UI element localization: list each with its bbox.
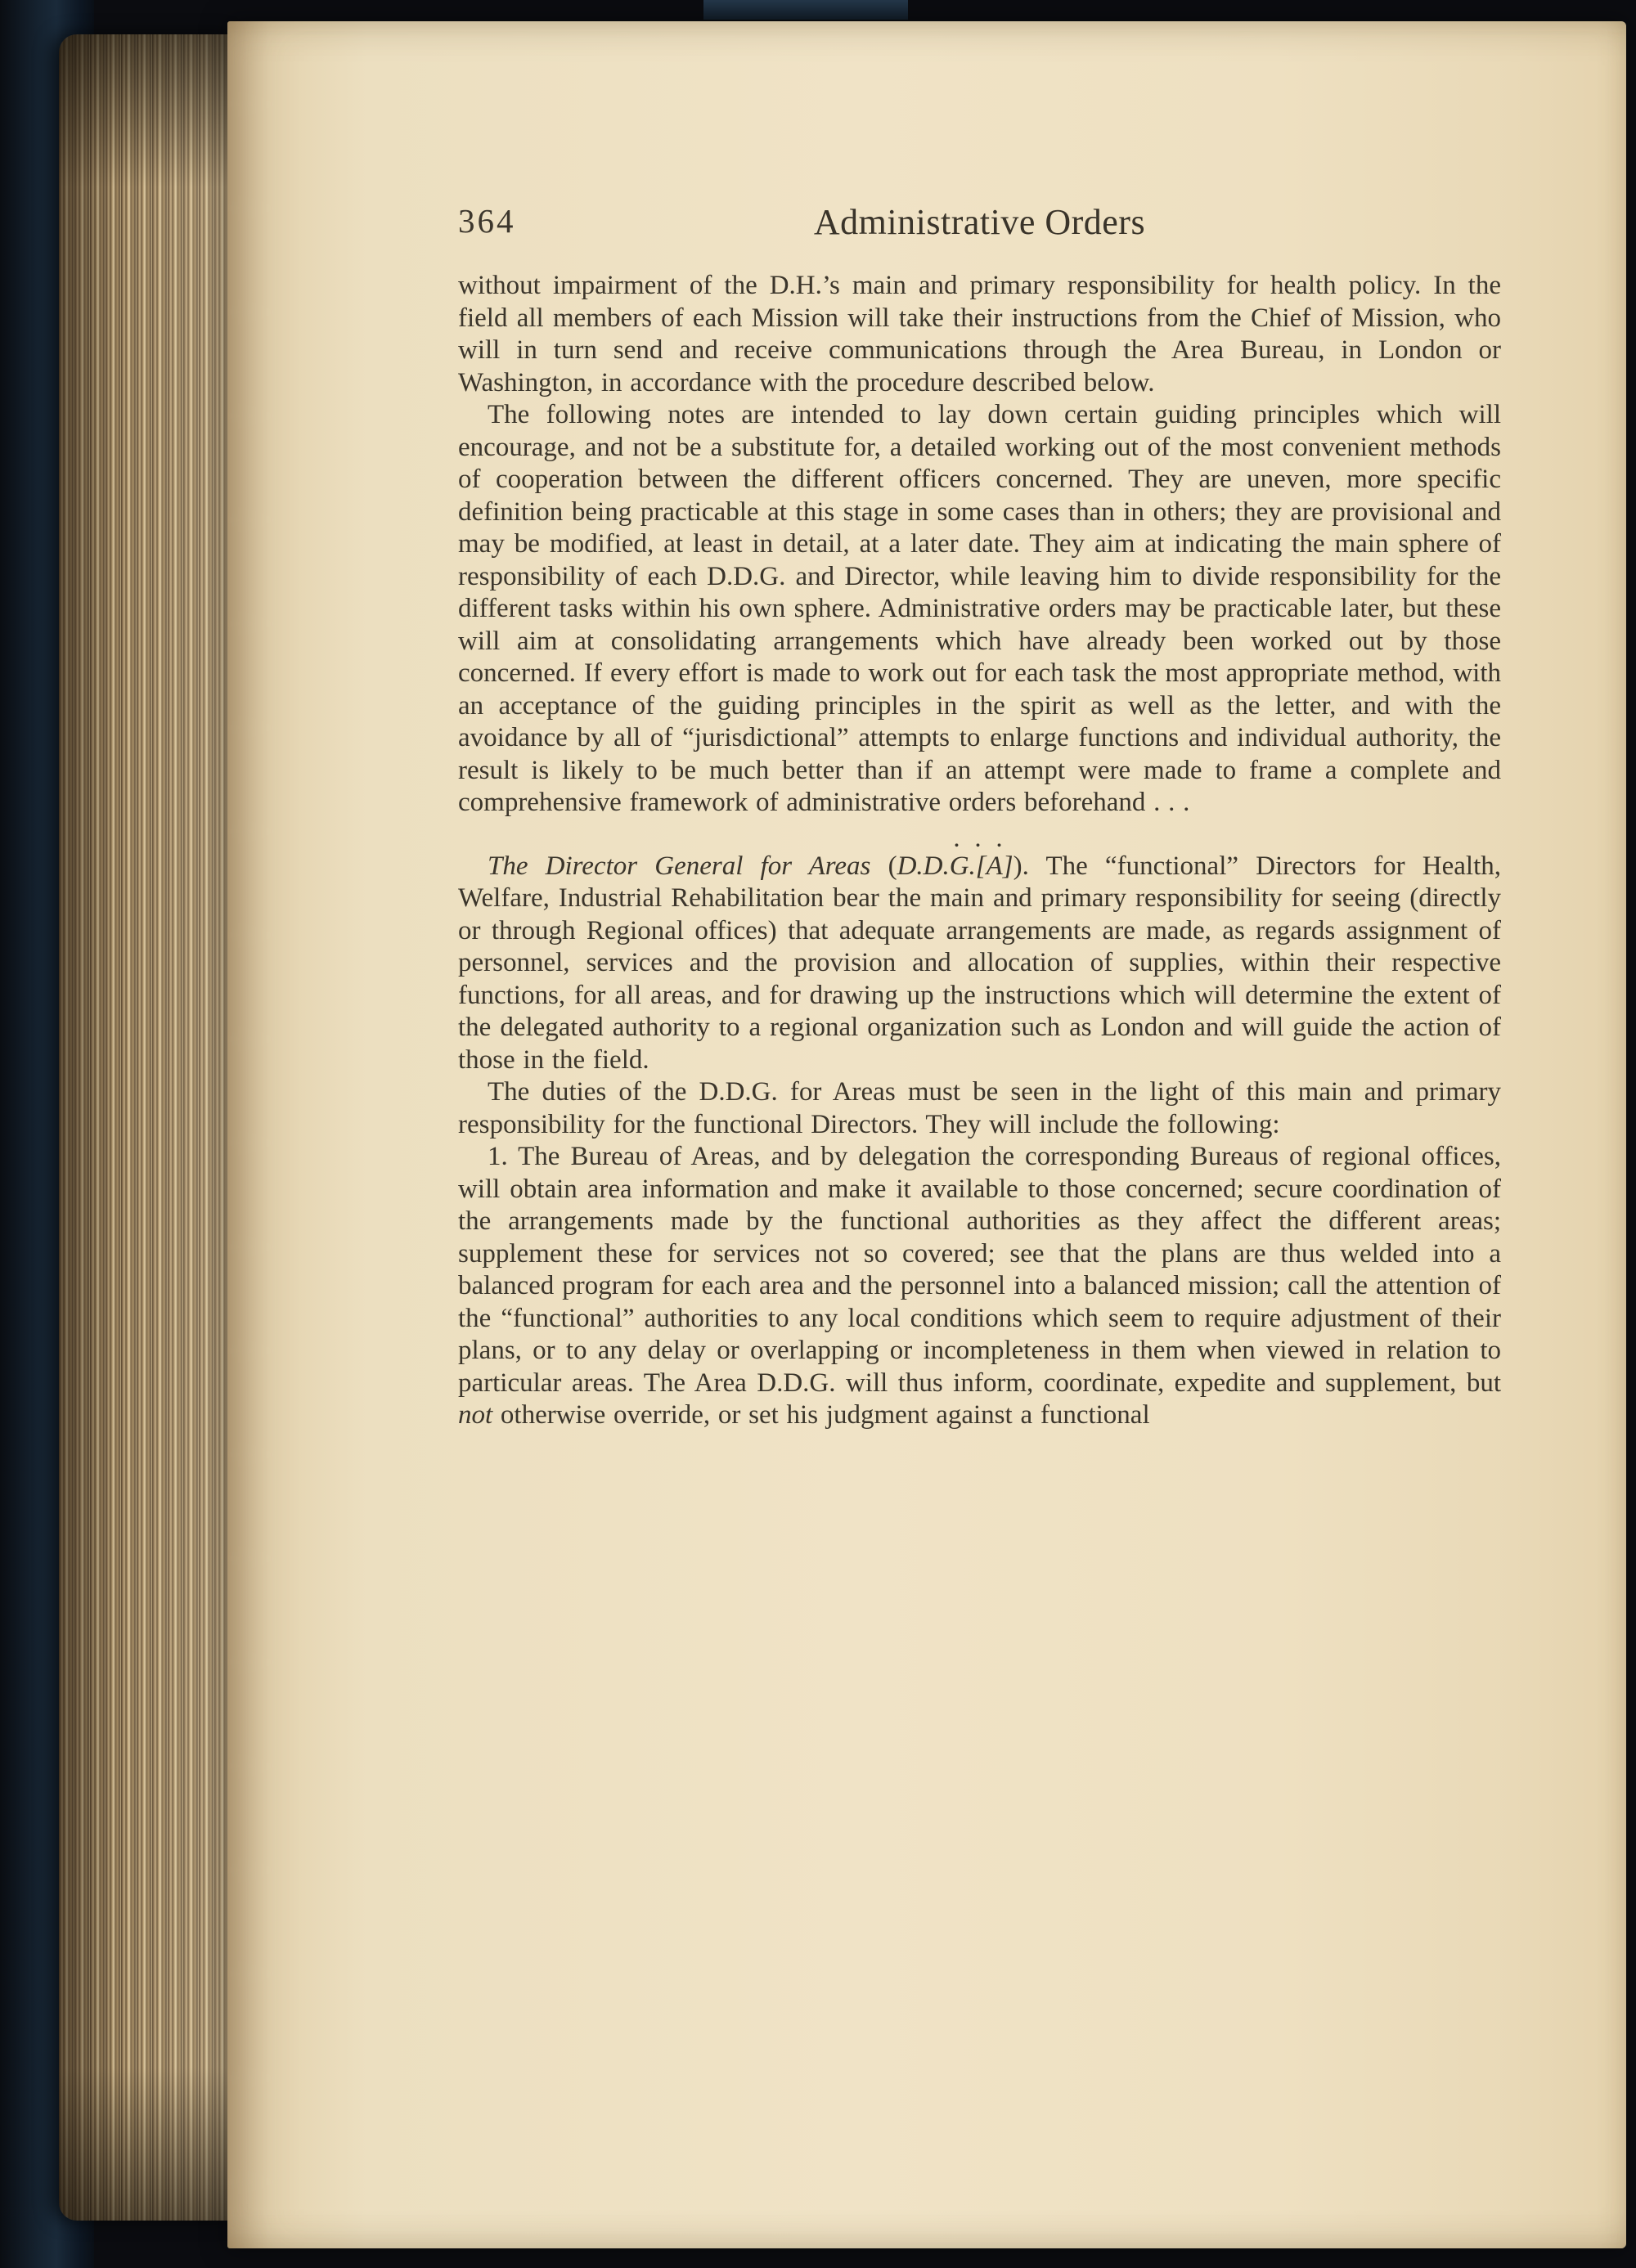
- body-text: (: [870, 851, 897, 881]
- body-text: The duties of the D.D.G. for Areas must be seen in the light of this main and primary responsibility for the functional Directors. They will include the following:: [458, 1077, 1501, 1139]
- ellipsis-separator: [458, 820, 1501, 851]
- page-text: [458, 270, 1501, 1432]
- body-text: . . .: [953, 823, 1006, 853]
- paragraph: [458, 1076, 1501, 1141]
- book-cover-edge: [703, 0, 908, 20]
- body-text: without impairment of the D.H.’s main and primary responsibility for health policy. In the field all members of each Mission will take their instructions from the Chief of Mission, who will in turn send and receive communications through the Area Bureau, in London or Washington, in accordance with the procedure described below.: [458, 271, 1501, 397]
- paragraph: [458, 399, 1501, 820]
- body-text: ). The “functional” Directors for Health, Welfare, Industrial Rehabilitation bear the main and primary responsibility for seeing (directly or through Regional offices) that adequate arrangements are made, as regards assignment of personnel, services and the provision and allocation of supplies, within their respective functions, for all areas, and for drawing up the instructions which will determine the extent of the delegated authority to a regional organization such as London and will guide the action of those in the field.: [458, 851, 1501, 1075]
- page-content: [458, 201, 1501, 1432]
- page-number: 364: [458, 202, 516, 240]
- paragraph: [458, 1141, 1501, 1432]
- italic-text: D.D.G.[A]: [897, 851, 1014, 881]
- italic-text: The Director General for Areas: [488, 851, 871, 881]
- page-header: [458, 201, 1501, 250]
- page-title: Administrative Orders: [813, 202, 1146, 242]
- body-text: 1. The Bureau of Areas, and by delegation the corresponding Bureaus of regional offices, will obtain area information and make it available to those concerned; secure coordination of the arrangements made by the functional authorities as they affect the different areas; supplement these for services not so covered; see that the plans are thus welded into a balanced program for each area and the personnel into a balanced mission; call the attention of the “functional” authorities to any local conditions which seem to require adjustment of their plans, or to any delay or overlapping or incompleteness in them when viewed in relation to particular areas. The Area D.D.G. will thus inform, coordinate, expedite and supplement, but: [458, 1142, 1501, 1398]
- italic-text: not: [458, 1400, 493, 1430]
- paragraph: [458, 270, 1501, 399]
- book-page: [227, 21, 1626, 2248]
- body-text: otherwise override, or set his judgment against a functional: [492, 1400, 1150, 1430]
- paragraph: [458, 851, 1501, 1077]
- body-text: The following notes are intended to lay down certain guiding principles which will encourage, and not be a substitute for, a detailed working out of the most convenient methods of cooperation between the different officers concerned. They are uneven, more specific definition being practicable at this stage in some cases than in others; they are provisional and may be modified, at least in detail, at a later date. They aim at indicating the main sphere of responsibility of each D.D.G. and Director, while leaving him to divide responsibility for the different tasks within his own sphere. Administrative orders may be practicable later, but these will aim at consolidating arrangements which have already been worked out by those concerned. If every effort is made to work out for each task the most appropriate method, with an acceptance of the guiding principles in the spirit as well as the letter, and with the avoidance by all of “jurisdictional” attempts to enlarge functions and individual authority, the result is likely to be much better than if an attempt were made to frame a complete and comprehensive framework of administrative orders beforehand . . .: [458, 400, 1501, 817]
- page-edges-stack: [59, 34, 232, 2221]
